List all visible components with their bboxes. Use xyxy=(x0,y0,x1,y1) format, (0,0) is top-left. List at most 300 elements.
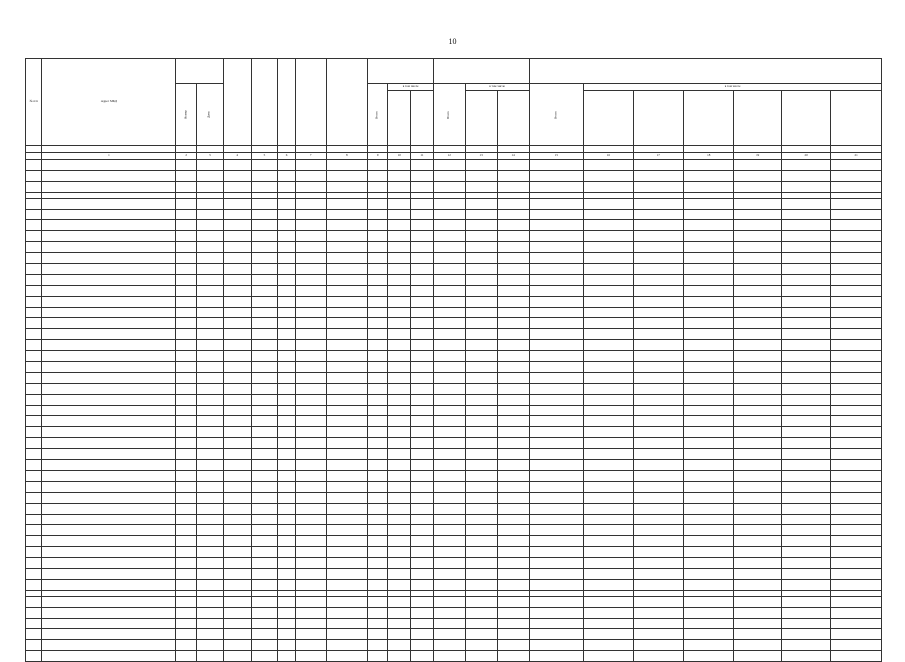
row-cell xyxy=(529,405,584,416)
row-cell xyxy=(223,372,251,383)
row-cell xyxy=(388,607,411,618)
row-cell xyxy=(529,253,584,264)
header-unit-cell xyxy=(684,146,734,153)
row-cell xyxy=(196,181,223,192)
row-cell xyxy=(388,629,411,640)
row-number xyxy=(26,209,42,220)
table-row xyxy=(26,596,882,607)
table-row xyxy=(26,536,882,547)
row-cell xyxy=(251,503,278,514)
row-cell xyxy=(223,558,251,569)
row-cell xyxy=(176,220,197,231)
header-col20 xyxy=(831,91,882,146)
row-cell xyxy=(465,481,497,492)
row-cell xyxy=(251,209,278,220)
row-cell xyxy=(584,481,633,492)
row-cell xyxy=(633,242,683,253)
row-number xyxy=(26,285,42,296)
row-cell xyxy=(497,242,529,253)
row-cell xyxy=(326,525,367,536)
row-cell xyxy=(465,220,497,231)
row-cell xyxy=(497,470,529,481)
row-cell xyxy=(295,558,326,569)
row-cell xyxy=(734,427,781,438)
row-cell xyxy=(411,242,434,253)
row-cell xyxy=(388,220,411,231)
row-cell xyxy=(633,329,683,340)
row-address xyxy=(42,329,176,340)
row-cell xyxy=(465,607,497,618)
row-cell xyxy=(251,170,278,181)
row-cell xyxy=(734,231,781,242)
row-cell xyxy=(497,640,529,651)
row-cell xyxy=(465,427,497,438)
row-number xyxy=(26,274,42,285)
row-cell xyxy=(196,438,223,449)
row-cell xyxy=(326,640,367,651)
row-cell xyxy=(367,449,388,460)
row-cell xyxy=(223,503,251,514)
row-cell xyxy=(465,307,497,318)
row-cell xyxy=(734,629,781,640)
row-cell xyxy=(223,427,251,438)
row-cell xyxy=(781,558,830,569)
row-number xyxy=(26,405,42,416)
row-cell xyxy=(584,460,633,471)
row-cell xyxy=(633,362,683,373)
header-number-cell: 3 xyxy=(196,153,223,160)
row-cell xyxy=(781,329,830,340)
table-row xyxy=(26,470,882,481)
header-unit-cell xyxy=(26,146,42,153)
row-cell xyxy=(684,449,734,460)
row-cell xyxy=(529,629,584,640)
row-cell xyxy=(411,449,434,460)
row-cell xyxy=(465,547,497,558)
row-cell xyxy=(734,596,781,607)
row-cell xyxy=(388,427,411,438)
row-cell xyxy=(176,579,197,590)
row-cell xyxy=(251,460,278,471)
row-cell xyxy=(388,416,411,427)
row-cell xyxy=(367,427,388,438)
row-cell xyxy=(176,427,197,438)
table-row xyxy=(26,492,882,503)
row-cell xyxy=(433,285,465,296)
row-cell xyxy=(176,470,197,481)
row-cell xyxy=(529,220,584,231)
row-cell xyxy=(326,307,367,318)
row-cell xyxy=(684,274,734,285)
row-cell xyxy=(497,307,529,318)
header-number-cell: 4 xyxy=(223,153,251,160)
row-cell xyxy=(465,362,497,373)
row-cell xyxy=(251,307,278,318)
header-unit-cell xyxy=(367,146,388,153)
row-cell xyxy=(584,629,633,640)
row-cell xyxy=(388,372,411,383)
row-cell xyxy=(367,231,388,242)
row-cell xyxy=(433,514,465,525)
row-cell xyxy=(584,579,633,590)
table-row xyxy=(26,383,882,394)
row-address xyxy=(42,470,176,481)
row-cell xyxy=(411,383,434,394)
row-cell xyxy=(734,416,781,427)
row-cell xyxy=(433,394,465,405)
row-cell xyxy=(411,372,434,383)
row-cell xyxy=(278,285,296,296)
header-unit-cell xyxy=(584,146,633,153)
row-cell xyxy=(251,274,278,285)
row-cell xyxy=(326,596,367,607)
row-cell xyxy=(584,274,633,285)
row-cell xyxy=(734,220,781,231)
row-cell xyxy=(223,568,251,579)
row-address xyxy=(42,449,176,460)
row-number xyxy=(26,558,42,569)
row-cell xyxy=(633,318,683,329)
row-cell xyxy=(278,618,296,629)
row-cell xyxy=(388,438,411,449)
row-cell xyxy=(295,416,326,427)
row-cell xyxy=(633,274,683,285)
header-col1: Номер xyxy=(176,84,197,146)
row-cell xyxy=(388,296,411,307)
row-cell xyxy=(295,607,326,618)
row-address xyxy=(42,618,176,629)
row-cell xyxy=(411,405,434,416)
row-cell xyxy=(684,253,734,264)
row-cell xyxy=(367,525,388,536)
row-cell xyxy=(465,351,497,362)
row-address xyxy=(42,438,176,449)
row-cell xyxy=(465,383,497,394)
row-cell xyxy=(326,651,367,662)
row-cell xyxy=(584,438,633,449)
row-cell xyxy=(295,160,326,171)
header-unit-cell xyxy=(176,146,197,153)
row-cell xyxy=(529,427,584,438)
row-cell xyxy=(433,362,465,373)
row-cell xyxy=(295,579,326,590)
row-cell xyxy=(367,438,388,449)
row-cell xyxy=(529,181,584,192)
header-vtch-2: в том числе xyxy=(465,84,529,91)
row-cell xyxy=(497,231,529,242)
row-cell xyxy=(295,340,326,351)
row-cell xyxy=(196,264,223,275)
row-cell xyxy=(433,629,465,640)
row-cell xyxy=(684,264,734,275)
row-cell xyxy=(529,307,584,318)
row-cell xyxy=(367,362,388,373)
row-cell xyxy=(734,296,781,307)
row-number xyxy=(26,351,42,362)
row-cell xyxy=(223,405,251,416)
row-address xyxy=(42,198,176,209)
row-cell xyxy=(326,296,367,307)
row-number xyxy=(26,160,42,171)
row-address xyxy=(42,629,176,640)
header-col6 xyxy=(295,59,326,146)
row-cell xyxy=(465,285,497,296)
row-cell xyxy=(465,340,497,351)
row-cell xyxy=(529,383,584,394)
row-cell xyxy=(684,181,734,192)
row-cell xyxy=(411,220,434,231)
row-cell xyxy=(251,470,278,481)
row-cell xyxy=(278,231,296,242)
header-address: Адрес МКД xyxy=(42,59,176,146)
row-cell xyxy=(278,307,296,318)
row-cell xyxy=(176,547,197,558)
row-cell xyxy=(388,285,411,296)
header-number-cell: 21 xyxy=(831,153,882,160)
row-cell xyxy=(497,340,529,351)
table-row xyxy=(26,438,882,449)
header-number-row xyxy=(26,153,882,160)
row-number xyxy=(26,514,42,525)
row-cell xyxy=(326,362,367,373)
row-cell xyxy=(584,329,633,340)
row-address xyxy=(42,568,176,579)
row-cell xyxy=(223,416,251,427)
header-col12 xyxy=(465,91,497,146)
row-cell xyxy=(326,181,367,192)
row-cell xyxy=(196,568,223,579)
row-cell xyxy=(223,362,251,373)
row-cell xyxy=(584,296,633,307)
row-cell xyxy=(831,607,882,618)
row-address xyxy=(42,264,176,275)
row-cell xyxy=(584,607,633,618)
row-cell xyxy=(497,492,529,503)
row-cell xyxy=(196,596,223,607)
row-cell xyxy=(529,231,584,242)
row-cell xyxy=(223,351,251,362)
row-address xyxy=(42,481,176,492)
row-number xyxy=(26,470,42,481)
row-cell xyxy=(388,170,411,181)
table-row xyxy=(26,405,882,416)
header-number-cell: 12 xyxy=(433,153,465,160)
row-cell xyxy=(497,416,529,427)
table-row xyxy=(26,394,882,405)
row-cell xyxy=(465,651,497,662)
row-cell xyxy=(196,307,223,318)
row-cell xyxy=(278,640,296,651)
row-cell xyxy=(433,618,465,629)
header-number-cell: 7 xyxy=(295,153,326,160)
row-cell xyxy=(781,416,830,427)
row-address xyxy=(42,209,176,220)
row-cell xyxy=(529,514,584,525)
row-cell xyxy=(465,579,497,590)
row-address xyxy=(42,285,176,296)
row-cell xyxy=(831,416,882,427)
row-cell xyxy=(367,383,388,394)
row-cell xyxy=(411,568,434,579)
row-cell xyxy=(465,198,497,209)
table-row xyxy=(26,629,882,640)
row-address xyxy=(42,318,176,329)
row-cell xyxy=(734,568,781,579)
page-number: 10 xyxy=(448,37,457,46)
row-cell xyxy=(223,449,251,460)
row-cell xyxy=(278,503,296,514)
row-cell xyxy=(633,492,683,503)
row-cell xyxy=(831,220,882,231)
row-cell xyxy=(684,318,734,329)
row-cell xyxy=(684,640,734,651)
row-cell xyxy=(465,264,497,275)
row-cell xyxy=(633,231,683,242)
row-cell xyxy=(433,296,465,307)
row-cell xyxy=(433,253,465,264)
row-cell xyxy=(278,525,296,536)
header-unit-cell xyxy=(465,146,497,153)
header-unit-cell xyxy=(251,146,278,153)
row-cell xyxy=(326,351,367,362)
row-cell xyxy=(831,514,882,525)
row-cell xyxy=(196,536,223,547)
row-cell xyxy=(176,264,197,275)
row-cell xyxy=(734,449,781,460)
row-cell xyxy=(278,296,296,307)
table-row xyxy=(26,318,882,329)
row-cell xyxy=(734,405,781,416)
row-cell xyxy=(295,536,326,547)
row-cell xyxy=(433,427,465,438)
row-cell xyxy=(367,296,388,307)
row-cell xyxy=(734,579,781,590)
row-cell xyxy=(831,394,882,405)
row-cell xyxy=(251,405,278,416)
row-cell xyxy=(278,242,296,253)
table-row xyxy=(26,264,882,275)
row-address xyxy=(42,307,176,318)
row-cell xyxy=(326,547,367,558)
row-cell xyxy=(326,449,367,460)
row-cell xyxy=(433,405,465,416)
row-cell xyxy=(278,220,296,231)
header-unit-cell xyxy=(278,146,296,153)
row-cell xyxy=(388,568,411,579)
row-cell xyxy=(326,427,367,438)
row-cell xyxy=(295,449,326,460)
row-cell xyxy=(196,607,223,618)
row-cell xyxy=(223,547,251,558)
row-cell xyxy=(433,607,465,618)
row-cell xyxy=(684,416,734,427)
row-cell xyxy=(433,481,465,492)
row-cell xyxy=(388,470,411,481)
row-cell xyxy=(326,264,367,275)
row-cell xyxy=(497,596,529,607)
row-cell xyxy=(367,514,388,525)
row-cell xyxy=(278,536,296,547)
row-cell xyxy=(251,514,278,525)
row-cell xyxy=(326,160,367,171)
row-cell xyxy=(633,470,683,481)
row-address xyxy=(42,607,176,618)
row-cell xyxy=(684,536,734,547)
row-cell xyxy=(326,629,367,640)
row-cell xyxy=(734,383,781,394)
row-cell xyxy=(388,481,411,492)
header-unit-cell xyxy=(529,146,584,153)
row-cell xyxy=(388,460,411,471)
row-cell xyxy=(388,160,411,171)
row-cell xyxy=(326,438,367,449)
row-cell xyxy=(251,383,278,394)
table-row xyxy=(26,285,882,296)
row-cell xyxy=(176,651,197,662)
row-cell xyxy=(295,514,326,525)
row-cell xyxy=(584,383,633,394)
row-cell xyxy=(278,607,296,618)
row-cell xyxy=(176,340,197,351)
row-cell xyxy=(278,651,296,662)
row-cell xyxy=(781,181,830,192)
header-unit-cell xyxy=(42,146,176,153)
row-cell xyxy=(367,416,388,427)
row-cell xyxy=(367,198,388,209)
row-cell xyxy=(251,558,278,569)
row-cell xyxy=(251,253,278,264)
row-cell xyxy=(465,503,497,514)
row-cell xyxy=(734,340,781,351)
row-cell xyxy=(196,160,223,171)
row-cell xyxy=(734,160,781,171)
row-cell xyxy=(529,536,584,547)
table-row xyxy=(26,651,882,662)
row-cell xyxy=(433,160,465,171)
row-cell xyxy=(251,427,278,438)
row-address xyxy=(42,274,176,285)
row-cell xyxy=(465,253,497,264)
row-cell xyxy=(278,170,296,181)
row-cell xyxy=(411,618,434,629)
row-cell xyxy=(684,618,734,629)
row-cell xyxy=(633,503,683,514)
row-cell xyxy=(734,481,781,492)
row-cell xyxy=(223,629,251,640)
row-cell xyxy=(278,416,296,427)
row-cell xyxy=(433,536,465,547)
row-cell xyxy=(734,503,781,514)
row-cell xyxy=(529,460,584,471)
row-cell xyxy=(433,558,465,569)
row-cell xyxy=(433,340,465,351)
row-cell xyxy=(684,405,734,416)
row-cell xyxy=(278,629,296,640)
row-cell xyxy=(196,209,223,220)
row-cell xyxy=(684,579,734,590)
row-cell xyxy=(734,274,781,285)
row-cell xyxy=(529,596,584,607)
row-address xyxy=(42,405,176,416)
row-cell xyxy=(433,547,465,558)
row-cell xyxy=(326,460,367,471)
row-address xyxy=(42,181,176,192)
row-cell xyxy=(633,285,683,296)
table-row xyxy=(26,209,882,220)
table-row xyxy=(26,274,882,285)
row-cell xyxy=(584,536,633,547)
row-cell xyxy=(465,160,497,171)
